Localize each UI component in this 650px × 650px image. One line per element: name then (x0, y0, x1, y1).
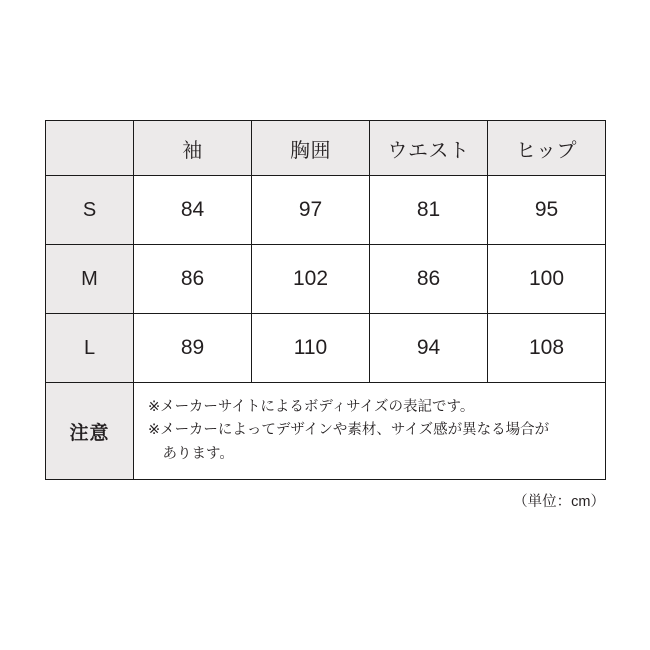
table-note-row (46, 383, 606, 480)
row-header-size-l: L (46, 314, 134, 383)
note-label: 注意 (46, 383, 134, 480)
cell-m-hip: 100 (488, 245, 606, 314)
table-row (46, 314, 606, 383)
cell-s-waist: 81 (370, 176, 488, 245)
note-line-1: ※メーカーサイトによるボディサイズの表記です。 (148, 399, 475, 415)
cell-s-sleeve: 84 (134, 176, 252, 245)
column-header-sleeve: 袖 (134, 121, 252, 176)
cell-l-waist: 94 (370, 314, 488, 383)
cell-s-chest: 97 (252, 176, 370, 245)
cell-m-chest: 102 (252, 245, 370, 314)
cell-m-waist: 86 (370, 245, 488, 314)
table-row (46, 176, 606, 245)
unit-label: （単位：cm） (513, 494, 605, 510)
cell-s-hip: 95 (488, 176, 606, 245)
table-corner-cell (46, 121, 134, 176)
table-header-row (46, 121, 606, 176)
column-header-waist: ウエスト (370, 121, 488, 176)
cell-l-chest: 110 (252, 314, 370, 383)
column-header-chest: 胸囲 (252, 121, 370, 176)
cell-m-sleeve: 86 (134, 245, 252, 314)
cell-l-sleeve: 89 (134, 314, 252, 383)
note-line-3: あります。 (148, 445, 234, 462)
table-row (46, 245, 606, 314)
size-table (45, 120, 606, 480)
note-line-2: ※メーカーによってデザインや素材、サイズ感が異なる場合が (148, 422, 550, 439)
cell-l-hip: 108 (488, 314, 606, 383)
row-header-size-m: M (46, 245, 134, 314)
row-header-size-s: S (46, 176, 134, 245)
column-header-hip: ヒップ (488, 121, 606, 176)
size-table-container (45, 120, 605, 480)
note-text (134, 383, 606, 480)
